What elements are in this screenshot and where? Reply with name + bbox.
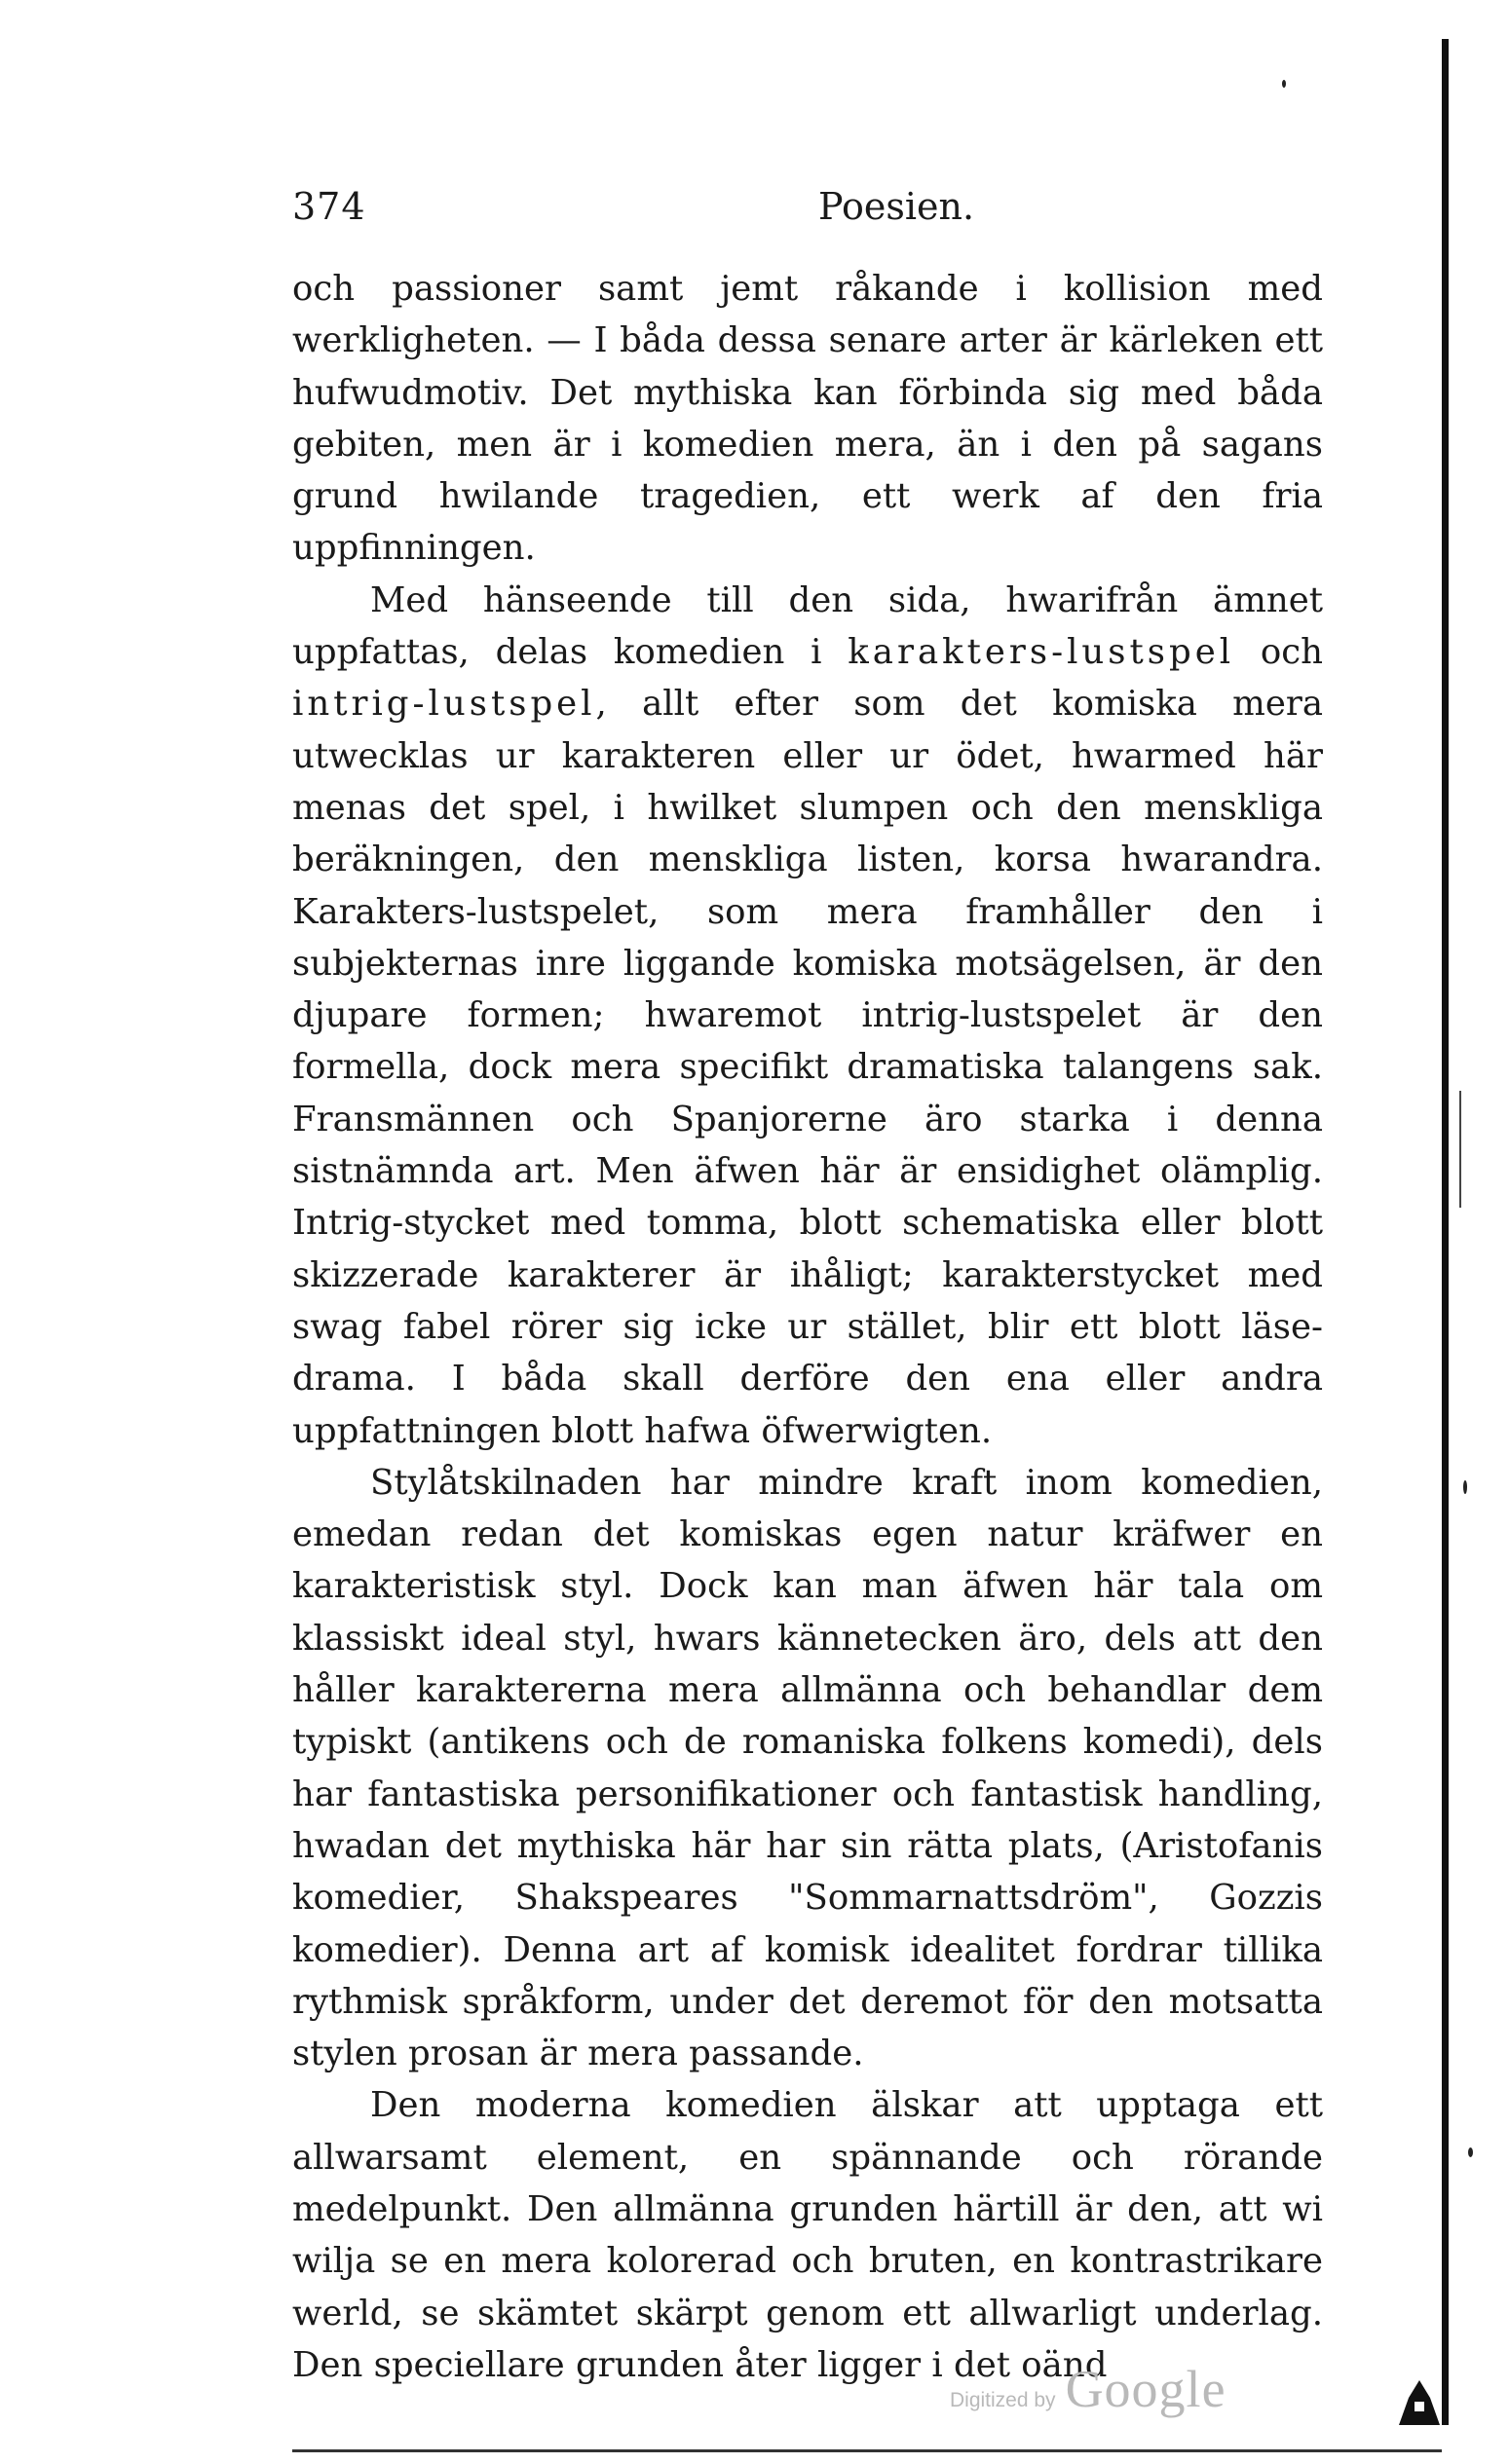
page-number: 374 — [292, 185, 366, 228]
digitized-by-text: Digitized by — [950, 2389, 1056, 2411]
scan-speck — [1468, 2147, 1473, 2157]
paragraph-3: Stylåtskilnaden har mindre kraft inom komedien, emedan redan det komiskas egen natur kräfwer en karakteristisk styl. Dock kan man äfwen här tala om klassiskt ideal styl, hwars kännetecken äro, dels att den håller karaktererna mera allmänna och behandlar dem typiskt (antikens och de romaniska folkens komedi), dels har fantastiska personifikationer och fantastisk handling, hwadan det mythiska här har sin rätta plats, (Aristofanis komedier, Shakspeares "Sommarnattsdröm", Gozzis komedier). Denna art af komisk idealitet fordrar tillika rythmisk språkform, under det deremot för den motsatta stylen prosan är mera passande. — [292, 1462, 1323, 2074]
scan-bottom-rule — [292, 2449, 1442, 2452]
scan-edge-rule — [1442, 39, 1449, 2425]
paragraph-2 — [292, 575, 1323, 1457]
page-header — [292, 185, 1325, 234]
scan-speck — [1463, 1480, 1467, 1494]
body-text — [292, 263, 1323, 2391]
running-head: Poesien. — [818, 185, 975, 228]
scan-edge-mark — [1459, 1091, 1461, 1208]
paragraph-1: och passioner samt jemt råkande i kollision med werkligheten. — I båda dessa senare arter är kärleken ett hufwudmotiv. Det mythiska kan förbinda sig med båda gebiten, men är i komedien mera, än i den på sagans grund hwilande tragedien, ett werk af den fria uppfinningen. — [292, 269, 1323, 569]
google-logo: Google — [1065, 2360, 1226, 2418]
paragraph-2-part-e: , allt efter som det komiska mera utwecklas ur karakteren eller ur ödet, hwarmed här menas det spel, i hwilket slumpen och den menskliga beräkningen, den menskliga listen, korsa hwarandra. Karakters-lustspelet, som mera framhåller den i subjekternas inre liggande komiska motsägelsen, är den djupare formen; hwaremot intrig-lustspelet är den formella, dock mera specifikt dramatiska talangens sak. Fransmännen och Spanjorerne äro starka i denna sistnämnda art. Men äfwen här är ensidighet olämplig. Intrig-stycket med tomma, blott schematiska eller blott skizzerade karakterer är ihåligt; karakterstycket med swag fabel rörer sig icke ur stället, blir ett blott läse-drama. I båda skall derföre den ena eller andra uppfattningen blott hafwa öfwerwigten. — [292, 684, 1323, 1451]
paragraph-4: Den moderna komedien älskar att upptaga ett allwarsamt element, en spännande och rörande medelpunkt. Den allmänna grunden härtill är den, att wi wilja se en mera kolorerad och bruten, en kontrastrikare werld, se skämtet skärpt genom ett allwarligt underlag. Den speciellare grunden åter ligger i det oänd — [292, 2085, 1323, 2385]
library-stamp-icon — [1397, 2378, 1442, 2429]
scan-speck — [1282, 80, 1286, 88]
term-karakters-lustspel: karakters-lustspel — [848, 632, 1235, 673]
paragraph-2-part-a: Med hänseende till den sida, hwarifrån ämnet uppfattas, delas komedien i — [292, 579, 1323, 673]
digitized-watermark — [950, 2359, 1226, 2417]
term-intrig-lustspel: intrig-lustspel — [292, 684, 596, 725]
paragraph-2-part-c: och — [1234, 632, 1323, 673]
